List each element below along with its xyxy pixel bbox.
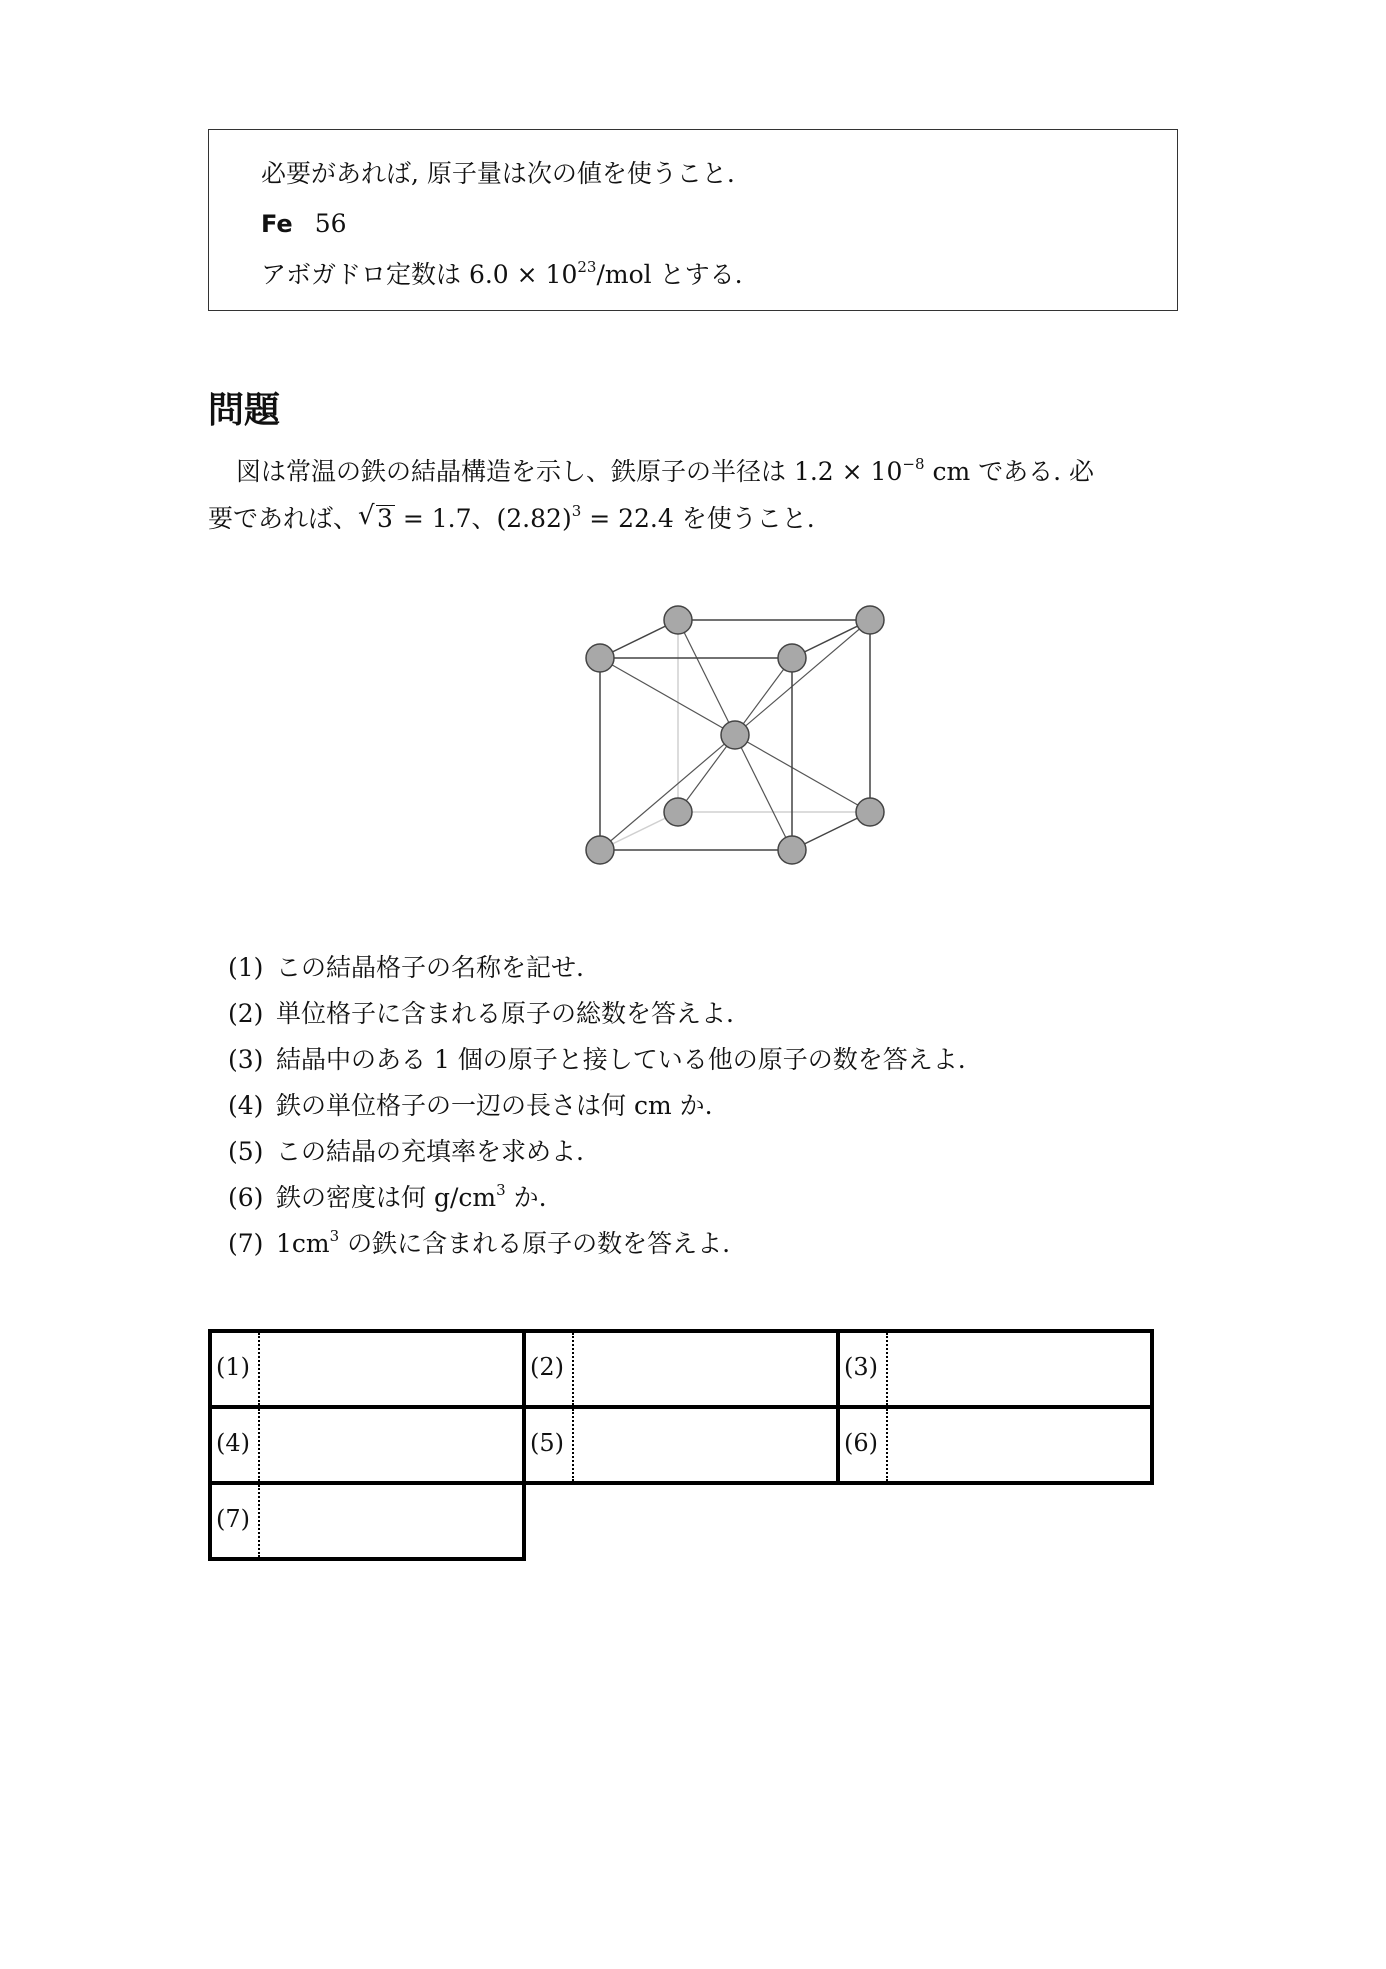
question-number: (3) (228, 1045, 264, 1074)
answer-table (208, 1329, 1154, 1561)
answer-label: (1) (216, 1353, 250, 1381)
question-number: (1) (228, 953, 264, 982)
answer-label: (7) (216, 1505, 250, 1533)
intro-exponent-2: 3 (571, 502, 582, 520)
answer-cell-5[interactable] (524, 1407, 838, 1483)
question-exponent: 3 (496, 1181, 506, 1199)
bcc-lattice-diagram (560, 588, 900, 878)
empty-cell (524, 1483, 838, 1559)
question-number: (4) (228, 1091, 264, 1120)
question-item (228, 1083, 966, 1129)
atom-corner-back-top-right (856, 606, 884, 634)
answer-cell-6[interactable] (838, 1407, 1152, 1483)
question-text: 鉄の密度は何 g/cm (276, 1183, 497, 1212)
question-item (228, 1221, 966, 1267)
sqrt-symbol: √ 3 (358, 501, 393, 533)
question-text: 鉄の単位格子の一辺の長さは何 cm か. (276, 1091, 713, 1120)
atom-corner-front-top-left (586, 644, 614, 672)
atom-corner-front-bottom-left (586, 836, 614, 864)
atom-corner-front-bottom-right (778, 836, 806, 864)
answer-label: (4) (216, 1429, 250, 1457)
answer-cell-4[interactable] (210, 1407, 524, 1483)
question-item (228, 991, 966, 1037)
page-title: 問題 (208, 390, 281, 431)
atom-body-center (721, 721, 749, 749)
question-text: 結晶中のある 1 個の原子と接している他の原子の数を答えよ. (276, 1045, 966, 1074)
atom-corner-back-bottom-left (664, 798, 692, 826)
question-number: (7) (228, 1229, 264, 1258)
question-item (228, 945, 966, 991)
avogadro-suffix: /mol とする. (596, 260, 743, 289)
question-number: (5) (228, 1137, 264, 1166)
question-number: (2) (228, 999, 264, 1028)
intro-text-b: cm である. 必 (924, 457, 1094, 486)
question-number: (6) (228, 1183, 264, 1212)
answer-cell-2[interactable] (524, 1331, 838, 1407)
question-text: この結晶の充填率を求めよ. (276, 1137, 584, 1166)
info-line-element (261, 209, 347, 238)
answer-label: (5) (530, 1429, 564, 1457)
intro-text-e: = 22.4 を使うこと. (581, 504, 815, 533)
atomic-mass-info-box (208, 129, 1178, 311)
answer-cell-1[interactable] (210, 1331, 524, 1407)
atom-corner-back-top-left (664, 606, 692, 634)
answer-label: (3) (844, 1353, 878, 1381)
question-text-tail: か. (505, 1183, 547, 1212)
question-text: 単位格子に含まれる原子の総数を答えよ. (276, 999, 734, 1028)
intro-exponent: −8 (902, 455, 925, 473)
info-line-avogadro (261, 255, 743, 291)
sqrt-radicand: 3 (377, 504, 393, 533)
empty-cell (838, 1483, 1152, 1559)
atom-corner-back-bottom-right (856, 798, 884, 826)
info-line-1: 必要があれば, 原子量は次の値を使うこと. (261, 159, 735, 188)
question-text-tail: の鉄に含まれる原子の数を答えよ. (339, 1229, 731, 1258)
intro-text-d: = 1.7、(2.82) (394, 504, 572, 533)
avogadro-exponent: 23 (577, 258, 597, 276)
question-text: 1cm (276, 1229, 330, 1258)
intro-line-1 (208, 452, 1183, 488)
element-symbol: Fe (261, 210, 293, 238)
intro-line-2 (208, 499, 1183, 535)
atom-corner-front-top-right (778, 644, 806, 672)
answer-label: (6) (844, 1429, 878, 1457)
avogadro-prefix: アボガドロ定数は 6.0 × 10 (261, 260, 578, 289)
intro-text-c: 要であれば、 (208, 504, 359, 533)
element-mass: 56 (314, 209, 347, 238)
question-item (228, 1129, 966, 1175)
question-item (228, 1175, 966, 1221)
intro-text-a: 図は常温の鉄の結晶構造を示し、鉄原子の半径は 1.2 × 10 (236, 457, 903, 486)
answer-label: (2) (530, 1353, 564, 1381)
question-exponent: 3 (329, 1227, 340, 1245)
answer-cell-7[interactable] (210, 1483, 524, 1559)
question-list (228, 945, 966, 1267)
answer-cell-3[interactable] (838, 1331, 1152, 1407)
question-text: この結晶格子の名称を記せ. (276, 953, 584, 982)
question-item (228, 1037, 966, 1083)
